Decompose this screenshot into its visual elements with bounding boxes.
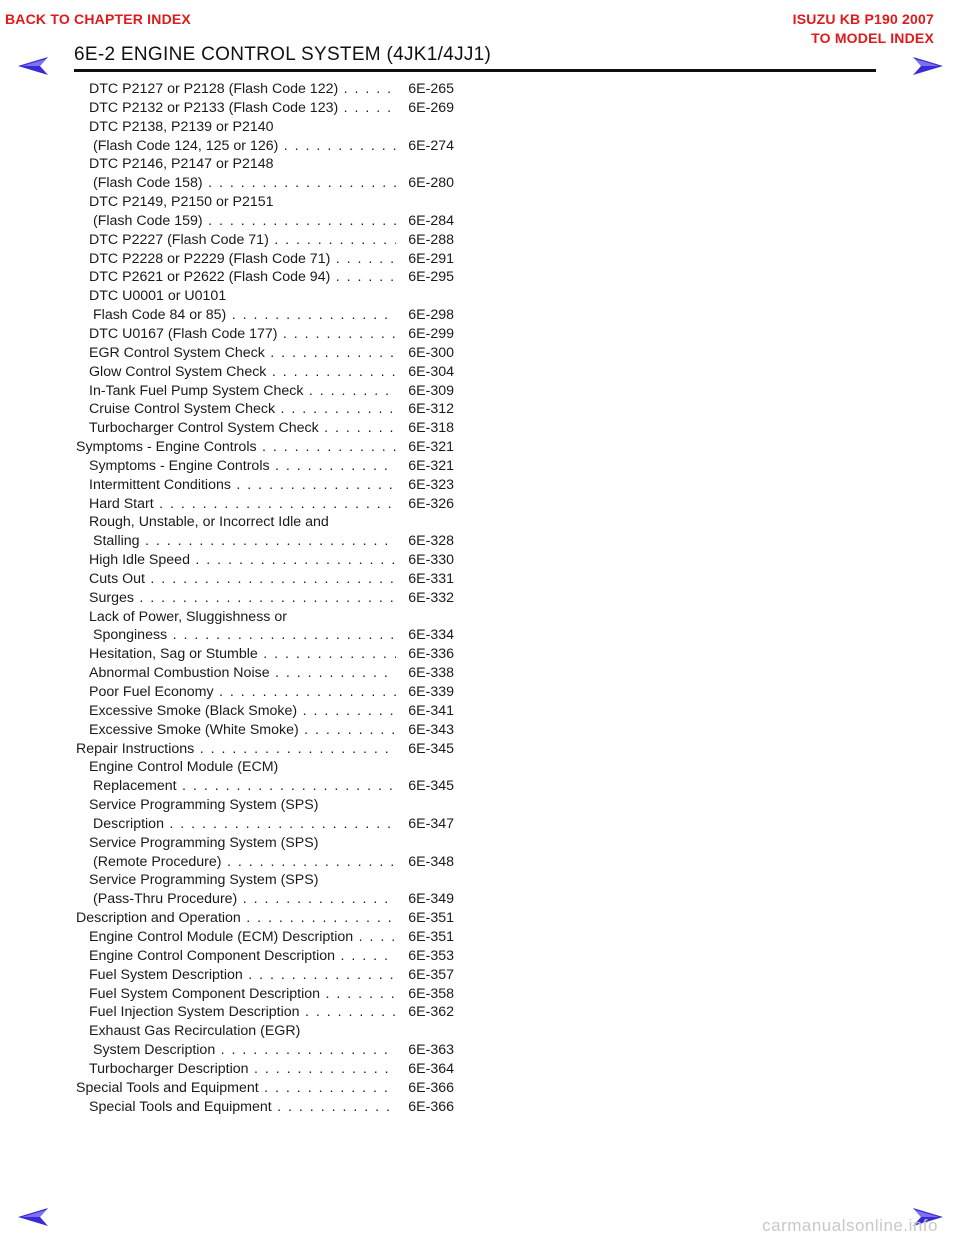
toc-entry-page: 6E-328: [408, 533, 454, 550]
toc-entry-title: Surges . . .: [89, 589, 396, 608]
toc-entry-page: 6E-331: [408, 570, 454, 587]
toc-entry-title: Rough, Unstable, or Incorrect Idle and: [89, 514, 329, 531]
toc-entry[interactable]: [76, 909, 454, 928]
toc-entry-page: 6E-298: [408, 307, 454, 324]
toc-entry[interactable]: [76, 740, 454, 759]
toc-entry-title: (Flash Code 158) . . .: [93, 174, 396, 193]
toc-entry[interactable]: [76, 551, 454, 570]
toc-entry-page: 6E-348: [408, 853, 454, 870]
toc-entry-title: DTC U0001 or U0101: [89, 288, 227, 305]
toc-entry-title: Excessive Smoke (Black Smoke) . . .: [89, 702, 396, 721]
toc-entry[interactable]: [76, 1041, 454, 1060]
toc-entry-page: 6E-351: [408, 910, 454, 927]
toc-entry-page: 6E-288: [408, 231, 454, 248]
table-of-contents: [76, 80, 454, 1116]
toc-entry-title: Fuel System Component Description . . .: [89, 985, 396, 1004]
toc-entry-page: 6E-336: [408, 646, 454, 663]
toc-entry[interactable]: [76, 1060, 454, 1079]
toc-entry-title: (Remote Procedure) . . .: [93, 853, 396, 872]
toc-entry-title: High Idle Speed . . .: [89, 551, 396, 570]
toc-entry-title: Lack of Power, Sluggishness or: [89, 608, 287, 625]
toc-entry-title: Excessive Smoke (White Smoke) . . .: [89, 721, 396, 740]
toc-entry-title: Cruise Control System Check . . .: [89, 400, 396, 419]
toc-entry-title: Turbocharger Control System Check . . .: [89, 419, 396, 438]
toc-entry: [76, 513, 454, 532]
model-title-link[interactable]: ISUZU KB P190 2007: [792, 11, 934, 27]
toc-entry-page: 6E-312: [408, 401, 454, 418]
toc-entry[interactable]: [76, 721, 454, 740]
left-arrow-icon[interactable]: [18, 1208, 50, 1226]
toc-entry-page: 6E-330: [408, 552, 454, 569]
toc-entry[interactable]: [76, 250, 454, 269]
toc-entry: [76, 796, 454, 815]
toc-entry-title: Engine Control Module (ECM) Description . . .: [89, 928, 396, 947]
toc-entry-page: 6E-343: [408, 721, 454, 738]
header-divider: [74, 69, 876, 72]
toc-entry[interactable]: [76, 985, 454, 1004]
toc-entry-page: 6E-284: [408, 212, 454, 229]
toc-entry[interactable]: [76, 664, 454, 683]
toc-entry-title: Symptoms - Engine Controls . . .: [89, 457, 396, 476]
toc-entry[interactable]: [76, 99, 454, 118]
toc-entry[interactable]: [76, 645, 454, 664]
toc-entry-title: Symptoms - Engine Controls . . .: [76, 438, 396, 457]
toc-entry[interactable]: [76, 325, 454, 344]
toc-entry-title: Hard Start . . .: [89, 495, 396, 514]
toc-entry[interactable]: [76, 344, 454, 363]
page-title: 6E-2 ENGINE CONTROL SYSTEM (4JK1/4JJ1): [74, 44, 492, 65]
toc-entry[interactable]: [76, 815, 454, 834]
toc-entry-title: Flash Code 84 or 85) . . .: [93, 306, 396, 325]
toc-entry[interactable]: [76, 777, 454, 796]
toc-entry-page: 6E-323: [408, 476, 454, 493]
toc-entry-title: DTC P2149, P2150 or P2151: [89, 194, 274, 211]
toc-entry-title: DTC P2127 or P2128 (Flash Code 122) . . .: [89, 80, 396, 99]
toc-entry-page: 6E-326: [408, 495, 454, 512]
toc-entry[interactable]: [76, 626, 454, 645]
toc-entry-page: 6E-362: [408, 1004, 454, 1021]
toc-entry-page: 6E-364: [408, 1060, 454, 1077]
toc-entry-title: (Flash Code 124, 125 or 126) . . .: [93, 137, 396, 156]
toc-entry: [76, 118, 454, 137]
toc-entry[interactable]: [76, 174, 454, 193]
toc-entry: [76, 287, 454, 306]
toc-entry-title: Replacement . . .: [93, 777, 396, 796]
toc-entry-page: 6E-280: [408, 175, 454, 192]
toc-entry-title: Special Tools and Equipment . . .: [89, 1098, 396, 1117]
toc-entry-page: 6E-299: [408, 325, 454, 342]
toc-entry-title: (Pass-Thru Procedure) . . .: [93, 890, 396, 909]
toc-entry-title: Hesitation, Sag or Stumble . . .: [89, 645, 396, 664]
toc-entry[interactable]: [76, 947, 454, 966]
toc-entry-page: 6E-341: [408, 702, 454, 719]
toc-entry-page: 6E-345: [408, 778, 454, 795]
toc-entry: [76, 155, 454, 174]
toc-entry-title: Cuts Out . . .: [89, 570, 396, 589]
toc-entry-title: DTC P2621 or P2622 (Flash Code 94) . . .: [89, 268, 396, 287]
toc-entry-title: Poor Fuel Economy . . .: [89, 683, 396, 702]
toc-entry-page: 6E-334: [408, 627, 454, 644]
toc-entry-page: 6E-295: [408, 269, 454, 286]
toc-entry-title: System Description . . .: [93, 1041, 396, 1060]
toc-entry-title: DTC P2227 (Flash Code 71) . . .: [89, 231, 396, 250]
toc-entry[interactable]: [76, 137, 454, 156]
toc-entry[interactable]: [76, 853, 454, 872]
toc-entry-page: 6E-321: [408, 439, 454, 456]
toc-entry-page: 6E-318: [408, 420, 454, 437]
toc-entry-title: Description . . .: [93, 815, 396, 834]
toc-entry[interactable]: [76, 683, 454, 702]
toc-entry[interactable]: [76, 495, 454, 514]
toc-entry-page: 6E-351: [408, 928, 454, 945]
toc-entry-title: Abnormal Combustion Noise . . .: [89, 664, 396, 683]
toc-entry[interactable]: [76, 1098, 454, 1117]
toc-entry[interactable]: [76, 702, 454, 721]
toc-entry: [76, 1022, 454, 1041]
toc-entry-title: Sponginess . . .: [93, 626, 396, 645]
toc-entry[interactable]: [76, 476, 454, 495]
toc-entry-title: DTC U0167 (Flash Code 177) . . .: [89, 325, 396, 344]
toc-entry[interactable]: [76, 268, 454, 287]
toc-entry-title: Engine Control Component Description . . .: [89, 947, 396, 966]
toc-entry-page: 6E-347: [408, 815, 454, 832]
toc-entry-page: 6E-357: [408, 966, 454, 983]
toc-entry[interactable]: [76, 419, 454, 438]
toc-entry[interactable]: [76, 400, 454, 419]
toc-entry[interactable]: [76, 1003, 454, 1022]
toc-entry-title: Service Programming System (SPS): [89, 797, 319, 814]
toc-entry[interactable]: [76, 80, 454, 99]
toc-entry-page: 6E-332: [408, 589, 454, 606]
toc-entry-title: Glow Control System Check . . .: [89, 363, 396, 382]
toc-entry-page: 6E-291: [408, 250, 454, 267]
toc-entry[interactable]: [76, 212, 454, 231]
toc-entry-title: DTC P2132 or P2133 (Flash Code 123) . . .: [89, 99, 396, 118]
left-arrow-icon[interactable]: [18, 57, 50, 75]
toc-entry-title: Fuel System Description . . .: [89, 966, 396, 985]
toc-entry-page: 6E-309: [408, 382, 454, 399]
toc-entry[interactable]: [76, 306, 454, 325]
toc-entry-title: Special Tools and Equipment . . .: [76, 1079, 396, 1098]
toc-entry-title: Description and Operation . . .: [76, 909, 396, 928]
toc-entry-title: Repair Instructions . . .: [76, 740, 396, 759]
watermark-text: carmanualsonline.info: [762, 1216, 938, 1235]
toc-entry[interactable]: [76, 363, 454, 382]
toc-entry[interactable]: [76, 589, 454, 608]
toc-entry-title: Turbocharger Description . . .: [89, 1060, 396, 1079]
to-model-index-link[interactable]: TO MODEL INDEX: [811, 30, 934, 46]
toc-entry-title: Stalling . . .: [93, 532, 396, 551]
toc-entry-title: Fuel Injection System Description . . .: [89, 1003, 396, 1022]
toc-entry-page: 6E-265: [408, 81, 454, 97]
toc-entry-page: 6E-353: [408, 947, 454, 964]
toc-entry: [76, 608, 454, 627]
toc-entry[interactable]: [76, 382, 454, 401]
toc-entry[interactable]: [76, 966, 454, 985]
toc-entry-page: 6E-358: [408, 985, 454, 1002]
toc-entry-title: Service Programming System (SPS): [89, 834, 319, 851]
toc-entry[interactable]: [76, 457, 454, 476]
toc-entry[interactable]: [76, 928, 454, 947]
toc-entry-title: Exhaust Gas Recirculation (EGR): [89, 1023, 301, 1040]
toc-entry-page: 6E-300: [408, 344, 454, 361]
toc-entry-page: 6E-338: [408, 665, 454, 682]
toc-entry-page: 6E-363: [408, 1042, 454, 1059]
toc-entry-title: DTC P2228 or P2229 (Flash Code 71) . . .: [89, 250, 396, 269]
right-arrow-icon[interactable]: [911, 57, 943, 75]
toc-entry[interactable]: [76, 532, 454, 551]
toc-entry: [76, 193, 454, 212]
toc-entry[interactable]: [76, 231, 454, 250]
toc-entry-page: 6E-345: [408, 740, 454, 757]
toc-entry-title: DTC P2138, P2139 or P2140: [89, 118, 274, 135]
toc-entry-page: 6E-304: [408, 363, 454, 380]
toc-entry[interactable]: [76, 570, 454, 589]
toc-entry-page: 6E-321: [408, 457, 454, 474]
toc-entry: [76, 871, 454, 890]
toc-entry-page: 6E-269: [408, 99, 454, 116]
toc-entry[interactable]: [76, 890, 454, 909]
toc-entry-page: 6E-274: [408, 137, 454, 154]
toc-entry-page: 6E-366: [408, 1098, 454, 1115]
toc-entry-title: (Flash Code 159) . . .: [93, 212, 396, 231]
toc-entry[interactable]: [76, 1079, 454, 1098]
toc-entry[interactable]: [76, 438, 454, 457]
toc-entry: [76, 834, 454, 853]
toc-entry-page: 6E-339: [408, 684, 454, 700]
toc-entry-title: EGR Control System Check . . .: [89, 344, 396, 363]
toc-entry-title: Service Programming System (SPS): [89, 872, 319, 889]
toc-entry-title: Intermittent Conditions . . .: [89, 476, 396, 495]
back-to-chapter-index-link[interactable]: BACK TO CHAPTER INDEX: [5, 11, 191, 27]
toc-entry: [76, 758, 454, 777]
toc-entry-title: In-Tank Fuel Pump System Check . . .: [89, 382, 396, 401]
toc-entry-title: DTC P2146, P2147 or P2148: [89, 156, 274, 173]
toc-entry-title: Engine Control Module (ECM): [89, 759, 279, 776]
toc-entry-page: 6E-349: [408, 891, 454, 908]
toc-entry-page: 6E-366: [408, 1079, 454, 1096]
